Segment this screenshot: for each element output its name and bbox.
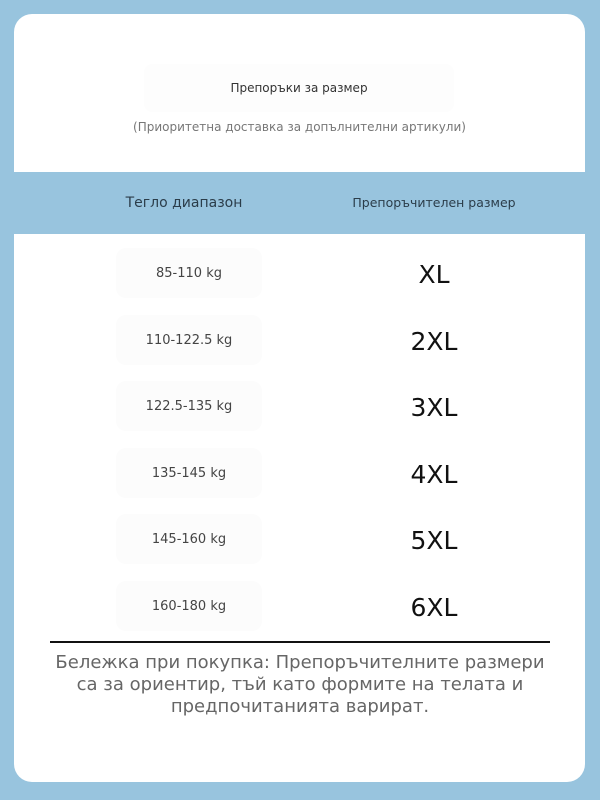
weight-range-cell: 145-160 kg bbox=[116, 514, 262, 564]
table-row bbox=[14, 315, 585, 367]
divider bbox=[50, 641, 550, 643]
weight-range-cell: 160-180 kg bbox=[116, 581, 262, 631]
size-cell: 5XL bbox=[410, 525, 458, 555]
column-header-weight: Тегло диапазон bbox=[125, 195, 243, 211]
table-row bbox=[14, 514, 585, 566]
size-cell: 6XL bbox=[410, 592, 458, 622]
size-chart-card bbox=[14, 14, 585, 782]
weight-range-cell: 110-122.5 kg bbox=[116, 315, 262, 365]
table-row bbox=[14, 581, 585, 633]
size-cell: 2XL bbox=[410, 326, 458, 356]
table-row bbox=[14, 381, 585, 433]
size-cell: 4XL bbox=[410, 459, 458, 489]
size-cell: 3XL bbox=[410, 392, 458, 422]
table-row bbox=[14, 448, 585, 500]
weight-range-cell: 122.5-135 kg bbox=[116, 381, 262, 431]
weight-range-cell: 135-145 kg bbox=[116, 448, 262, 498]
weight-range-cell: 85-110 kg bbox=[116, 248, 262, 298]
size-cell: XL bbox=[418, 259, 450, 289]
purchase-note: Бележка при покупка: Препоръчителните размери са за ориентир, тъй като формите на телата и предпочитанията варират. bbox=[55, 652, 545, 717]
page-subtitle: (Приоритетна доставка за допълнителни артикули) bbox=[133, 120, 466, 134]
page-title: Препоръки за размер bbox=[144, 64, 454, 112]
table-header bbox=[14, 172, 585, 234]
table-row bbox=[14, 248, 585, 300]
column-header-size: Препоръчителен размер bbox=[352, 195, 516, 210]
